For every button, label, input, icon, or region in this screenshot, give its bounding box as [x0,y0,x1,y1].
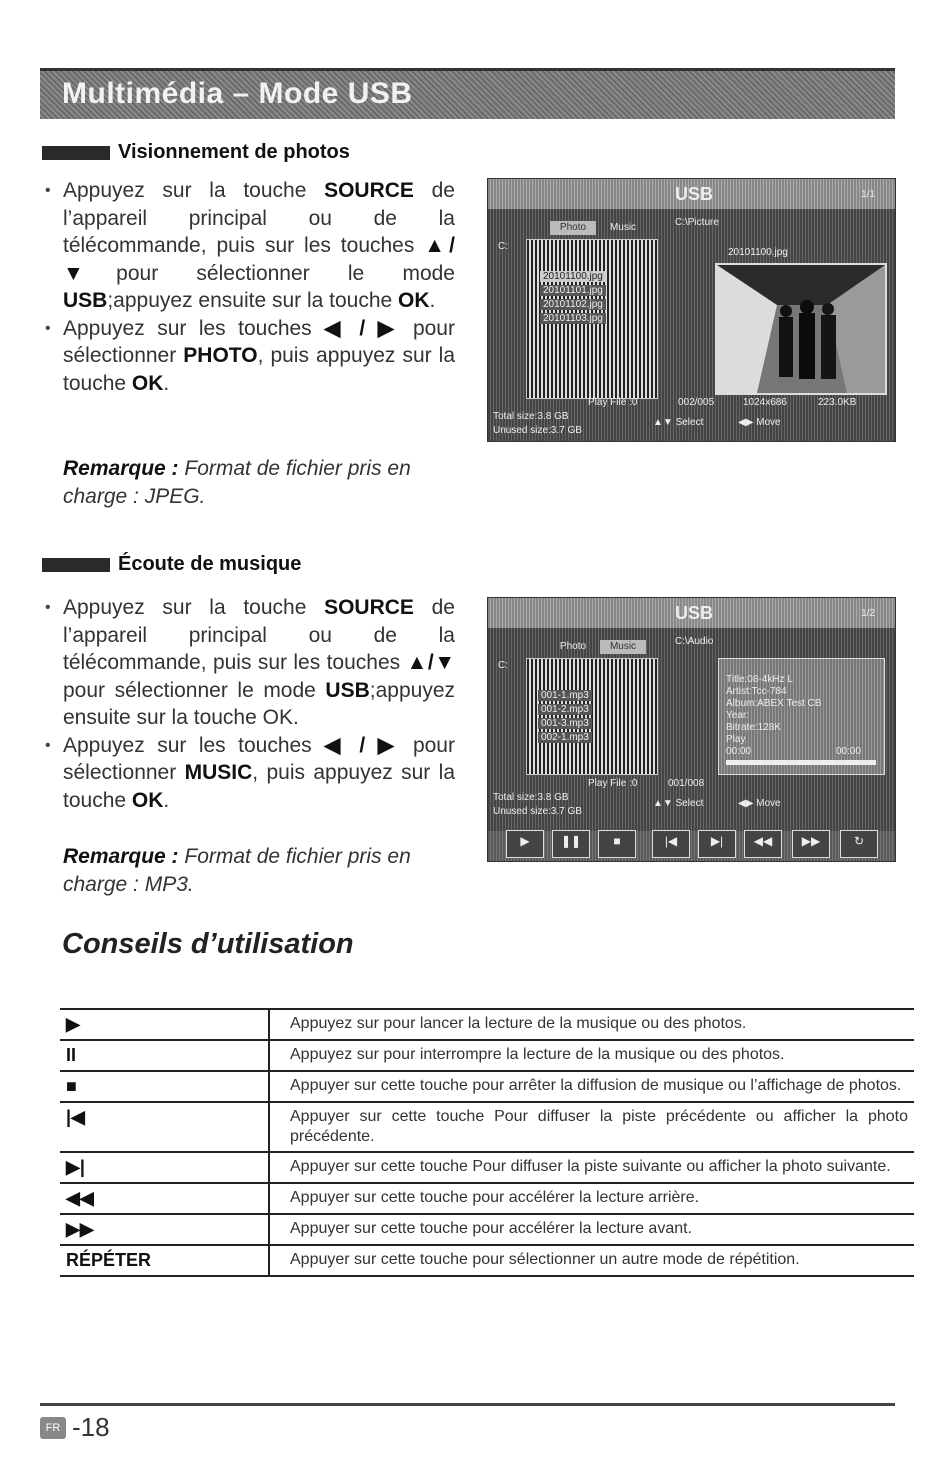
track-artist: Artist:Tcc-784 [726,686,787,697]
tip-description: Appuyez sur pour interrompre la lecture de la musique ou des photos. [269,1040,914,1071]
select-hint: ▲▼ Select [653,417,704,428]
tips-table [60,1008,914,1277]
music-section-title-text: Écoute de musique [118,553,302,575]
tips-row [60,1214,914,1245]
photo-section-title-text: Visionnement de photos [118,141,350,163]
music-instructions [45,594,455,814]
photo-step-2: • Appuyez sur les touches ◀ / ▶ pour sélectionner PHOTO, puis appuyez sur la touche OK. [45,315,455,398]
conseils-heading: Conseils d’utilisation [62,928,354,960]
image-size: 223.0KB [818,397,857,408]
screen-drive: C: [498,660,508,671]
tip-description: Appuyer sur cette touche pour sélectionner un autre mode de répétition. [269,1245,914,1276]
tips-row [60,1009,914,1040]
photo-section-title [42,141,350,164]
tip-key: ▶| [60,1152,269,1183]
previous-control-icon: |◀ [652,830,690,858]
title-marker [42,146,110,160]
tips-row [60,1040,914,1071]
control-bar [488,831,895,861]
tip-description: Appuyer sur cette touche pour arrêter la diffusion de musique ou l’affichage de photos. [269,1071,914,1102]
repeat-control-icon: ↻ [840,830,878,858]
rewind-control-icon: ◀◀ [744,830,782,858]
image-resolution: 1024x686 [743,397,787,408]
tab-music: Music [600,640,646,654]
tip-description: Appuyer sur cette touche Pour diffuser la piste suivante ou afficher la photo suivante. [269,1152,914,1183]
tab-photo: Photo [559,641,587,652]
photo-instructions [45,177,455,397]
stop-control-icon: ■ [598,830,636,858]
tab-music: Music [609,222,637,233]
preview-filename: 20101100.jpg [728,247,788,258]
photo-step-1: • Appuyez sur la touche SOURCE de l’appareil principal ou de la télécommande, puis sur les touches ▲/▼pour sélectionner le mode USB;appuyez ensuite sur la touche OK. [45,177,455,315]
select-hint: ▲▼ Select [653,798,704,809]
play-file: Play File :0 [588,778,638,789]
tip-description: Appuyer sur cette touche Pour diffuser la piste précédente ou afficher la photo précédente. [269,1102,914,1152]
banner-title: Multimédia – Mode USB [62,77,413,110]
tip-description: Appuyer sur cette touche pour accélérer la lecture arrière. [269,1183,914,1214]
screen-page: 1/2 [861,608,875,619]
time-end: 00:00 [836,746,862,757]
tip-key: ■ [60,1071,269,1102]
section-banner [40,68,895,119]
file-item: 20101100.jpg [540,271,606,282]
file-count: 001/008 [668,778,705,789]
photo-preview-image [717,265,885,393]
progress-bar [726,760,876,765]
unused-size: Unused size:3.7 GB [493,806,582,817]
file-item: 20101101.jpg [540,285,606,296]
usb-photo-screenshot [487,178,896,442]
file-item: 001-2.mp3 [538,704,592,715]
time-start: 00:00 [726,746,752,757]
file-item: 20101103.jpg [540,313,606,324]
photo-preview [715,263,887,395]
tab-photo: Photo [550,221,596,235]
screen-title: USB [675,184,714,204]
language-badge-icon: FR [40,1417,66,1439]
pause-control-icon: ❚❚ [552,830,590,858]
tip-key: ▶ [60,1009,269,1040]
total-size: Total size:3.8 GB [493,411,569,422]
unused-size: Unused size:3.7 GB [493,425,582,436]
music-remark: Remarque : Format de fichier pris en charge : MP3. [63,845,411,896]
music-step-2: • Appuyez sur les touches ◀ / ▶ pour sélectionner MUSIC, puis appuyez sur la touche OK. [45,732,455,815]
tip-key: RÉPÉTER [60,1245,269,1276]
tips-row [60,1071,914,1102]
next-control-icon: ▶| [698,830,736,858]
tip-key: ▶▶ [60,1214,269,1245]
screen-page: 1/1 [861,189,875,200]
track-title: Title:08-4kHz L [726,674,793,685]
track-year: Year: [726,710,749,721]
tip-description: Appuyer sur cette touche pour accélérer la lecture avant. [269,1214,914,1245]
file-item: 001-3.mp3 [538,718,592,729]
tips-row [60,1102,914,1152]
page-number: -18 [72,1412,110,1442]
tip-key: ◀◀ [60,1183,269,1214]
track-bitrate: Bitrate:128K [726,722,782,733]
file-item: 002-1.mp3 [538,732,592,743]
title-marker [42,558,110,572]
total-size: Total size:3.8 GB [493,792,569,803]
tip-description: Appuyez sur pour lancer la lecture de la musique ou des photos. [269,1009,914,1040]
footer-rule [40,1403,895,1406]
move-hint: ◀▶ Move [738,417,781,428]
tips-row [60,1183,914,1214]
screen-path: C:\Audio [675,636,714,647]
screen-title: USB [675,603,714,623]
page-footer [40,1412,110,1443]
screen-path: C:\Picture [675,217,719,228]
photo-remark: Remarque : Format de fichier pris en charge : JPEG. [63,457,411,508]
screen-drive: C: [498,241,508,252]
music-step-1: • Appuyez sur la touche SOURCE de l’appareil principal ou de la télécommande, puis sur les touches ▲/▼ pour sélectionner le mode USB;appuyez ensuite sur la touche OK. [45,594,455,732]
play-file: Play File :0 [588,397,638,408]
tips-row [60,1245,914,1276]
usb-music-screenshot [487,597,896,862]
tip-key: II [60,1040,269,1071]
file-count: 002/005 [678,397,715,408]
track-album: Album:ABEX Test CB [726,698,822,709]
track-play-status: Play [726,734,746,745]
tips-row [60,1152,914,1183]
file-item: 001-1.mp3 [538,690,592,701]
move-hint: ◀▶ Move [738,798,781,809]
tip-key: |◀ [60,1102,269,1152]
fast-forward-control-icon: ▶▶ [792,830,830,858]
file-item: 20101102.jpg [540,299,606,310]
play-control-icon: ▶ [506,830,544,858]
file-list [526,658,658,775]
music-section-title [42,553,301,576]
